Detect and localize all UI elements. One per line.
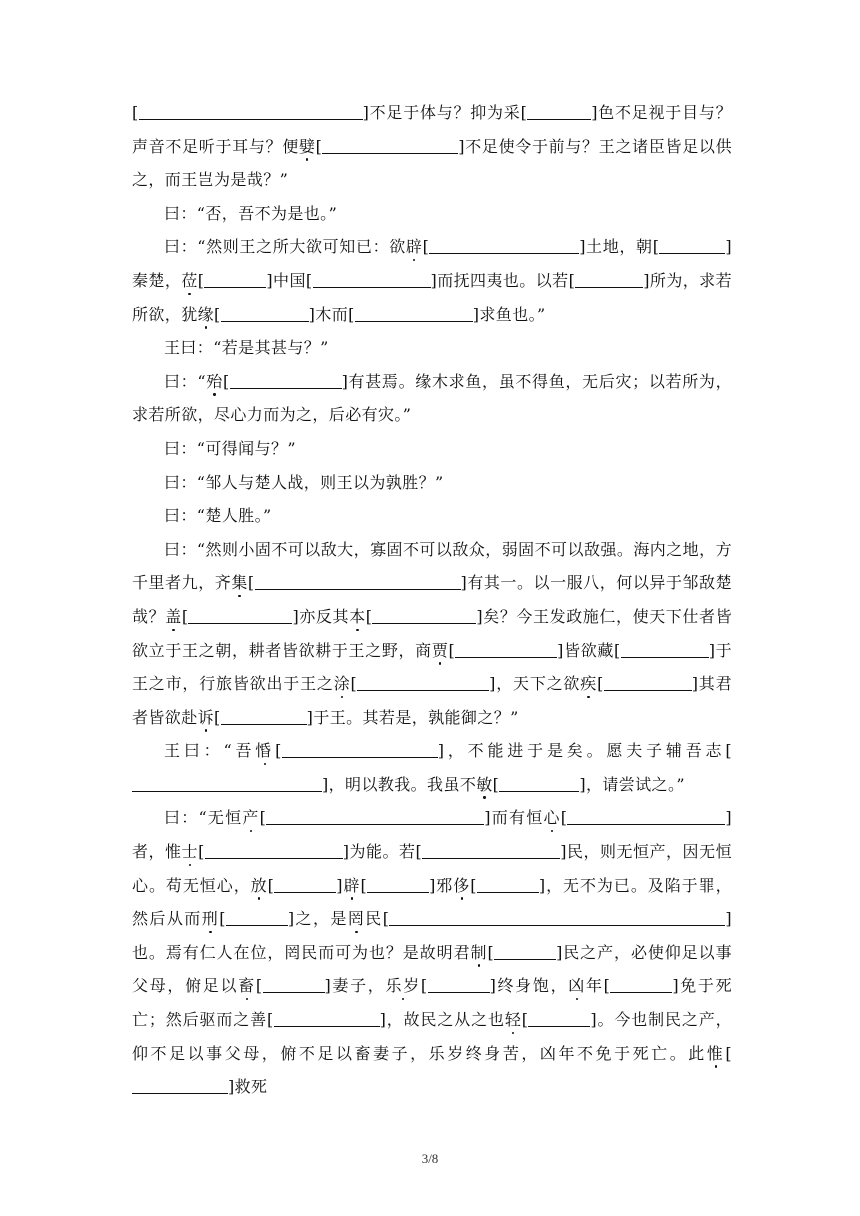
text-run: ]有甚焉。缘木求鱼，虽不得鱼，无后灾；以若所为，求若所欲，尽心力而为之，后必有灾。” [132,371,732,425]
text-run: ]木而[ [308,304,355,324]
dotted-keyword: 心 [543,808,561,828]
text-run: [ [315,136,323,156]
paragraph [132,466,732,500]
fill-blank [527,104,591,120]
dotted-keyword: 罔 [347,909,366,929]
text-run: ]邪 [429,875,454,895]
text-run: ]秦楚， [132,237,732,290]
text-run: 曰：“无恒 [164,808,243,828]
text-run: [ [222,371,230,391]
text-run: 曰：“否，吾不为是也。” [164,203,338,223]
fill-blank [499,776,579,792]
dotted-keyword: 盖 [165,606,182,626]
text-run: [ [360,875,368,895]
fill-blank [372,608,476,624]
text-run: ]求鱼也。” [472,304,546,324]
text-run: ]有其一。以一服八，何以异于邹敌楚哉？ [132,573,732,626]
text-run: [ [259,808,267,828]
text-run: 曰：“然则小固不可以敌大，寡固不可以敌众，弱固不可以敌强。海内之地，方千里者九，齐 [132,539,732,593]
fill-blank [263,977,325,993]
text-run: [ [132,103,139,122]
dotted-keyword: 诉 [197,707,215,727]
text-run: ]民，则无恒产，因无恒心。苟无恒心， [132,842,732,895]
text-run: ]土地，朝[ [579,237,660,257]
dotted-keyword: 产 [242,808,260,828]
dotted-keyword: 本 [349,606,366,626]
paragraph [132,432,732,466]
text-run: ]色不足视于目与？声音不足听于耳与？便 [132,103,732,156]
text-run: [ [350,674,358,694]
text-run: ]，无不为已。及陷于罪，然后从而 [132,875,732,929]
fill-blank [355,306,473,322]
text-run: ]也。焉有仁人在位，罔民而可为也？是故明君 [132,909,732,962]
text-run: [ [521,1010,529,1030]
text-run: ]之，是 [287,909,348,929]
dotted-keyword: 辟 [342,875,361,895]
paragraph [132,365,732,432]
paragraph [132,331,732,365]
fill-blank [132,1078,228,1094]
text-run: ]皆欲藏[ [557,640,621,660]
fill-blank [266,809,484,825]
text-run: ]而抚四夷也。以若[ [430,270,576,290]
text-run: 曰：“可得闻与？” [164,438,296,458]
text-run: ]亦反其 [292,606,350,626]
text-run: [ [214,304,221,324]
document-body [132,96,732,1104]
text-run: [ [181,606,189,626]
text-run: ]于王。其若是，孰能御之？” [306,707,519,727]
dotted-keyword: 凶 [568,976,586,996]
dotted-keyword: 莅 [181,270,198,290]
text-run: [ [725,1043,732,1063]
text-run: ]不足使令于前与？王之诸臣皆足以供之，而王岂为是哉？” [132,136,732,190]
text-run: ]妻子， [324,976,386,996]
paragraph [132,533,732,735]
fill-blank [230,373,342,389]
dotted-keyword: 刑 [201,909,220,929]
dotted-keyword: 贾 [431,640,449,660]
dotted-keyword: 涂 [333,674,351,694]
fill-blank [205,843,343,859]
dotted-keyword: 殆 [205,371,223,391]
fill-blank [274,1011,380,1027]
text-run: 王曰：“吾 [164,741,256,761]
text-run: [ [597,674,604,694]
text-run: ] [336,875,343,895]
fill-blank [428,977,490,993]
text-run: [ [255,976,263,996]
text-run: 民[ [365,909,390,929]
text-run: [ [365,606,373,626]
text-run: 曰：“ [164,371,206,391]
fill-blank [139,104,363,120]
fill-blank [255,574,461,590]
text-run: ]终身饱， [489,976,569,996]
paragraph [132,96,732,197]
text-run: [ [420,976,428,996]
text-run: ]，不能进于是矣。愿夫子辅吾志[ [437,741,732,761]
fill-blank [621,642,709,658]
paragraph [132,499,732,533]
dotted-keyword: 放 [250,875,268,895]
dotted-keyword: 疾 [580,674,598,694]
text-run: ]，故民之从之也 [379,1010,505,1030]
dotted-keyword: 乐岁 [385,976,421,996]
paragraph [132,801,732,1103]
fill-blank [567,809,725,825]
fill-blank [455,642,557,658]
text-run: ]，天下之欲 [489,674,581,694]
fill-blank [221,709,307,725]
fill-blank [221,306,309,322]
dotted-keyword: 畜 [238,976,256,996]
text-run: [ [560,808,568,828]
text-run: [ [247,573,255,593]
fill-blank [494,944,556,960]
fill-blank [659,238,725,254]
text-run: ]所为，求若所欲，犹 [132,270,732,324]
fill-blank [226,910,288,926]
text-run: 曰：“然则王之所大欲可知已：欲 [164,237,406,257]
fill-blank [389,910,725,926]
dotted-keyword: 轻 [504,1010,522,1030]
text-run: ]免于死亡；然后驱而之善[ [132,976,733,1030]
dotted-keyword: 嬖 [298,136,316,156]
text-run: ]于王之市，行旅皆欲出于王之 [132,640,733,694]
fill-blank [282,742,438,758]
fill-blank [610,977,672,993]
fill-blank [528,1011,590,1027]
text-run: ]救死 [228,1077,268,1097]
dotted-keyword: 缘 [197,304,215,324]
fill-blank [422,843,560,859]
text-run: [ [197,270,205,290]
text-run: [ [219,909,226,929]
fill-blank [132,776,322,792]
dotted-keyword: 侈 [453,875,471,895]
text-run: 曰：“邹人与楚人战，则王以为孰胜？” [164,472,444,492]
text-run: ]为能。若[ [342,842,423,862]
text-run: ]矣？今王发政施仁，使天下仕者皆欲立于王之朝，耕者皆欲耕于王之野，商 [132,606,732,660]
text-run: 王曰：“若是其甚与？” [164,338,329,358]
text-run: ]，明以教我。我虽不 [322,774,477,794]
dotted-keyword: 惛 [255,741,276,761]
text-run: 曰：“楚人胜。” [164,506,272,526]
dotted-keyword: 士 [181,842,199,862]
text-run: ]民之产，必使仰足以事父母，俯足以 [132,942,732,996]
fill-blank [313,272,431,288]
fill-blank [322,138,458,154]
text-run: [ [267,875,275,895]
text-run: [ [448,640,456,660]
fill-blank [477,877,539,893]
dotted-keyword: 辟 [405,237,423,257]
paragraph [132,230,732,331]
text-run: [ [487,942,495,962]
text-run: [ [198,842,205,862]
text-run: [ [214,707,221,727]
text-run: ]中国[ [266,270,313,290]
fill-blank [357,675,489,691]
fill-blank [575,272,643,288]
paragraph [132,197,732,231]
text-run: ]，请尝试之。” [579,774,685,794]
text-run: [ [492,774,500,794]
fill-blank [204,272,266,288]
text-run: ]不足于体与？抑为采[ [362,103,528,122]
paragraph [132,734,732,801]
text-run: ]者，惟 [132,808,733,862]
fill-blank [274,877,336,893]
dotted-keyword: 制 [470,942,488,962]
fill-blank [604,675,692,691]
fill-blank [188,608,292,624]
text-run: ]其君者皆欲赴 [132,674,732,727]
fill-blank [367,877,429,893]
page-number: 3/8 [421,1151,439,1166]
text-run: [ [470,875,477,895]
dotted-keyword: 惟 [706,1043,726,1063]
text-run: ]而有恒 [484,808,544,828]
text-run: 年[ [585,976,611,996]
text-run: [ [422,237,430,257]
dotted-keyword: 集 [231,573,248,593]
fill-blank [429,238,579,254]
text-run: ]。今也制民之产，仰不足以事父母，俯不足以畜妻子，乐岁终身苦，凶年不免于死亡。此 [132,1010,732,1063]
text-run: [ [275,741,282,761]
dotted-keyword: 敏 [476,774,493,794]
